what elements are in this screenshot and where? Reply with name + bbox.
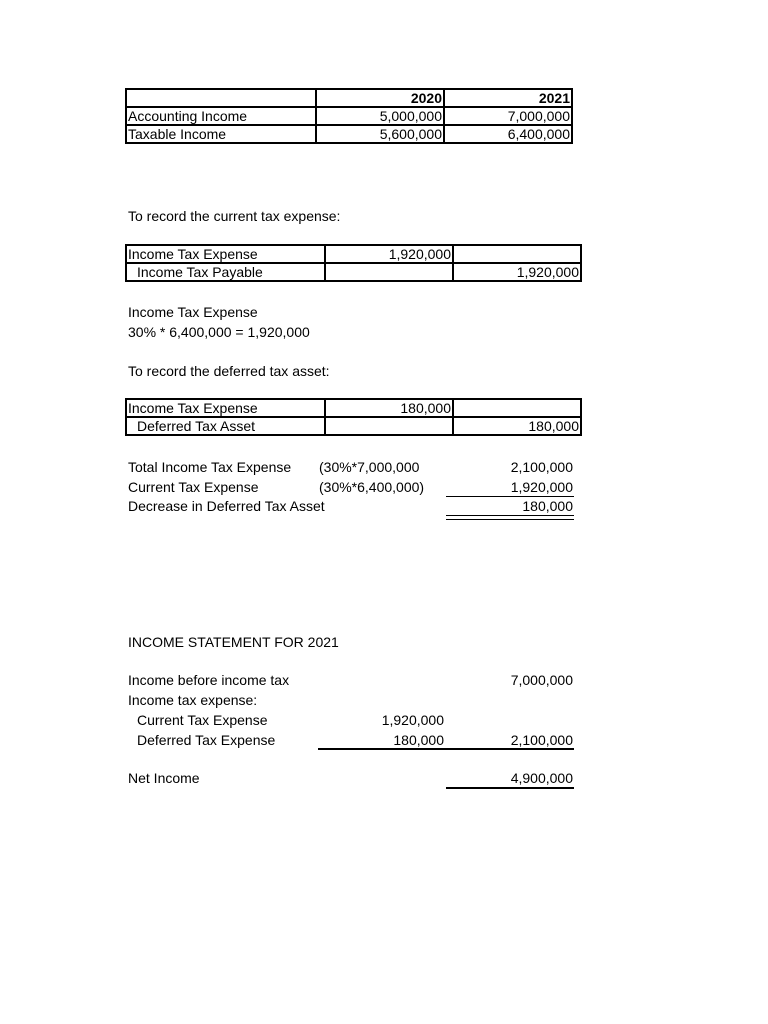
credit-amount: 180,000 — [453, 417, 581, 435]
account-name: Income Tax Payable — [126, 263, 325, 281]
credit-amount: 1,920,000 — [453, 263, 581, 281]
net-income-rule — [446, 787, 574, 789]
journal-row — [126, 263, 581, 281]
income-before-tax-label: Income before income tax — [128, 672, 290, 688]
breakdown-formula: (30%*7,000,000 — [319, 459, 420, 475]
deferred-tax-journal-entry — [125, 398, 582, 436]
debit-amount — [325, 263, 453, 281]
breakdown-formula: (30%*6,400,000) — [319, 479, 425, 495]
tax-expense-label: Income tax expense: — [128, 692, 258, 708]
income-before-tax-value: 7,000,000 — [510, 672, 573, 688]
row-label: Accounting Income — [126, 107, 316, 125]
deferred-tax-label: Deferred Tax Expense — [137, 732, 276, 748]
current-tax-label: Current Tax Expense — [137, 712, 268, 728]
value-2021: 6,400,000 — [444, 125, 572, 143]
computation-formula: 30% * 6,400,000 = 1,920,000 — [128, 324, 310, 340]
breakdown-amount: 1,920,000 — [510, 479, 573, 495]
header-cell-2021: 2021 — [444, 89, 572, 107]
total-double-rule — [446, 515, 574, 520]
account-name: Income Tax Expense — [126, 245, 325, 263]
total-tax-value: 2,100,000 — [510, 732, 573, 748]
account-name: Deferred Tax Asset — [126, 417, 325, 435]
journal-row — [126, 417, 581, 435]
breakdown-amount: 2,100,000 — [510, 459, 573, 475]
breakdown-amount: 180,000 — [522, 498, 573, 514]
value-2021: 7,000,000 — [444, 107, 572, 125]
journal-row — [126, 245, 581, 263]
table-row — [126, 107, 572, 125]
net-income-value: 4,900,000 — [510, 770, 573, 786]
deferred-tax-value: 180,000 — [393, 732, 444, 748]
row-label: Taxable Income — [126, 125, 316, 143]
credit-amount — [453, 245, 581, 263]
current-tax-journal-entry — [125, 244, 582, 282]
debit-amount — [325, 417, 453, 435]
income-statement-title: INCOME STATEMENT FOR 2021 — [128, 634, 339, 650]
debit-amount: 180,000 — [325, 399, 453, 417]
table-header-row — [126, 89, 572, 107]
deferred-tax-heading: To record the deferred tax asset: — [128, 363, 330, 379]
income-comparison-table — [125, 88, 573, 144]
breakdown-label: Decrease in Deferred Tax Asset — [128, 498, 325, 514]
credit-amount — [453, 399, 581, 417]
current-tax-value: 1,920,000 — [381, 712, 444, 728]
journal-row — [126, 399, 581, 417]
header-cell-2020: 2020 — [316, 89, 444, 107]
account-name: Income Tax Expense — [126, 399, 325, 417]
breakdown-label: Total Income Tax Expense — [128, 459, 292, 475]
computation-title: Income Tax Expense — [128, 304, 258, 320]
value-2020: 5,600,000 — [316, 125, 444, 143]
net-income-label: Net Income — [128, 770, 200, 786]
header-cell-empty — [126, 89, 316, 107]
table-row — [126, 125, 572, 143]
debit-amount: 1,920,000 — [325, 245, 453, 263]
breakdown-label: Current Tax Expense — [128, 479, 259, 495]
value-2020: 5,000,000 — [316, 107, 444, 125]
tax-total-rule — [318, 748, 574, 750]
current-tax-heading: To record the current tax expense: — [128, 208, 341, 224]
